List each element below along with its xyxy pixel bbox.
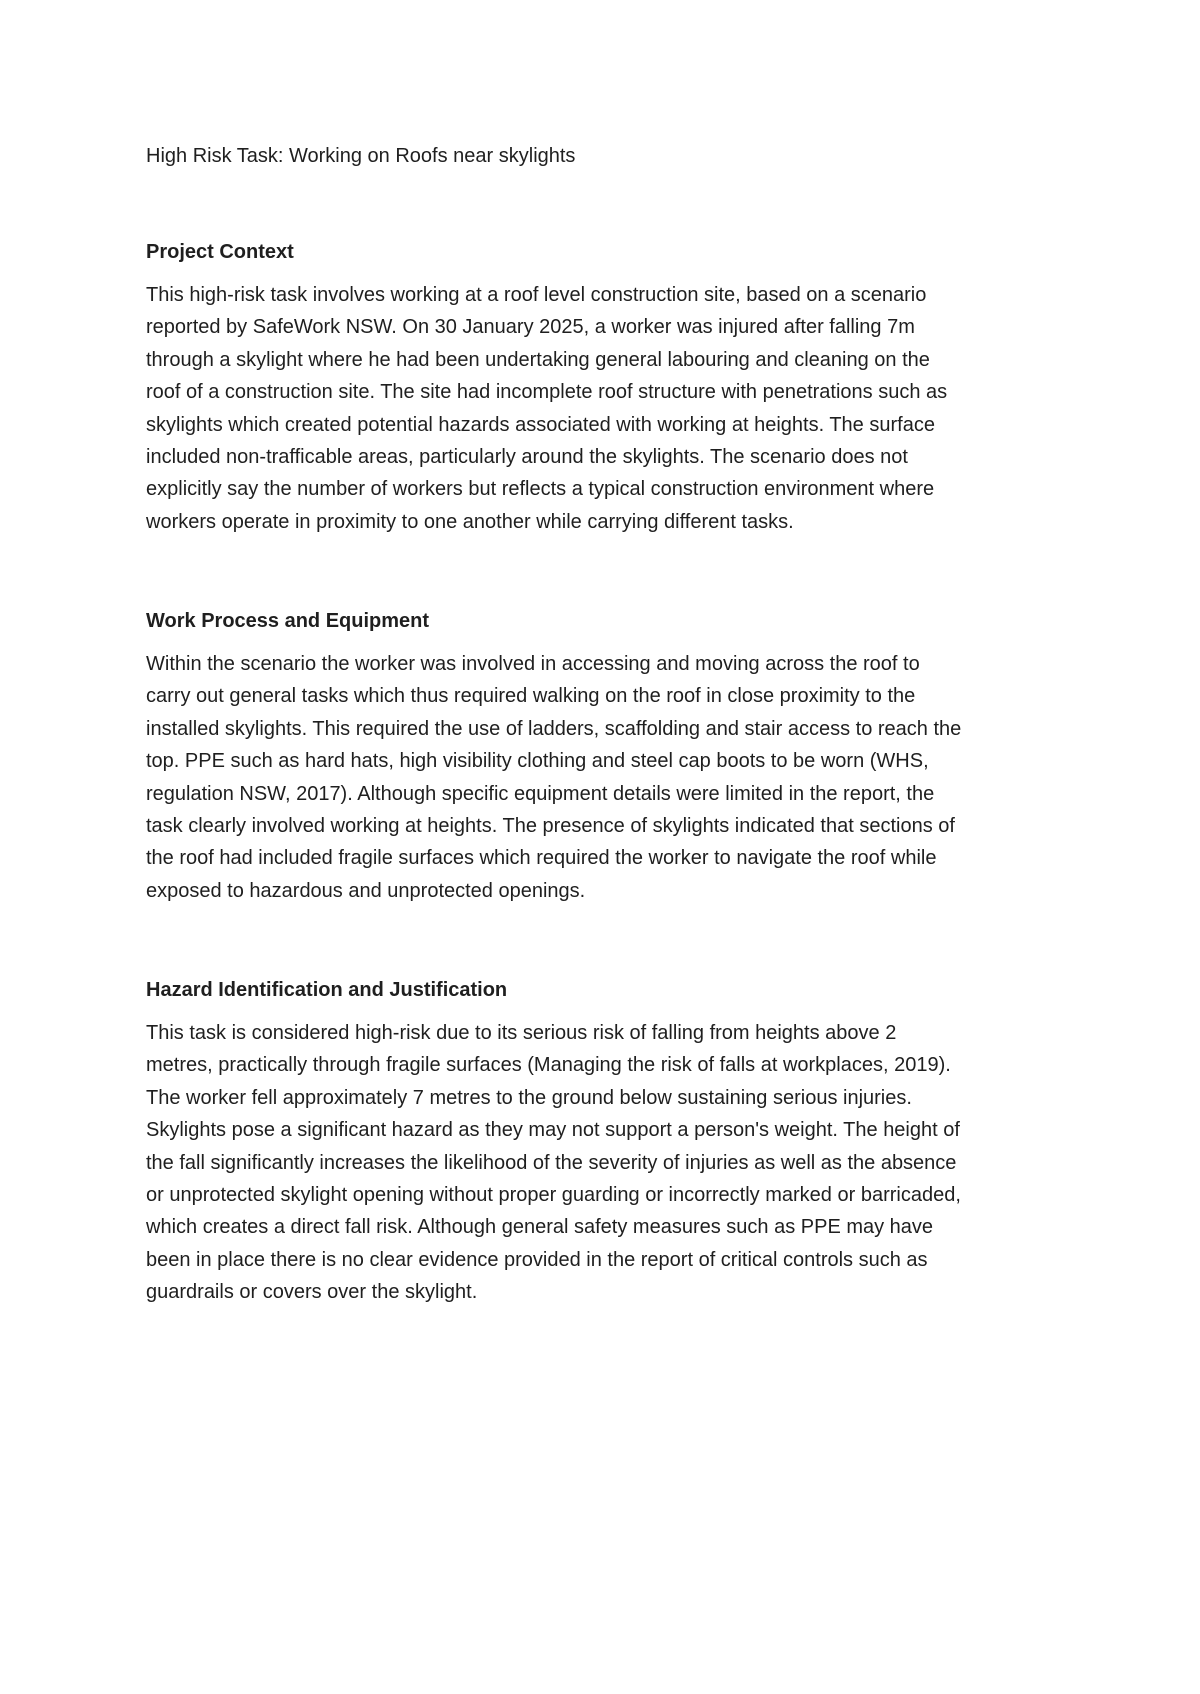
paragraph-line: The worker fell approximately 7 metres to the ground below sustaining serious injuries. bbox=[146, 1086, 912, 1109]
paragraph-line: the fall significantly increases the likelihood of the severity of injuries as well as the absence bbox=[146, 1151, 957, 1174]
section-paragraph bbox=[146, 279, 947, 538]
document-title: High Risk Task: Working on Roofs near skylights bbox=[146, 145, 576, 167]
section-heading: Project Context bbox=[146, 241, 294, 263]
paragraph-line: or unprotected skylight opening without proper guarding or incorrectly marked or barricaded, bbox=[146, 1184, 961, 1207]
paragraph-line: top. PPE such as hard hats, high visibility clothing and steel cap boots to be worn (WHS, bbox=[146, 750, 929, 773]
paragraph-line: installed skylights. This required the use of ladders, scaffolding and stair access to reach the bbox=[146, 717, 962, 740]
section-hazard-identification bbox=[146, 974, 961, 1309]
section-paragraph bbox=[146, 1017, 961, 1309]
paragraph-line: guardrails or covers over the skylight. bbox=[146, 1281, 478, 1304]
paragraph-line: which creates a direct fall risk. Although general safety measures such as PPE may have bbox=[146, 1216, 934, 1239]
section-heading: Hazard Identification and Justification bbox=[146, 979, 508, 1001]
paragraph-line: This task is considered high-risk due to its serious risk of falling from heights above 2 bbox=[146, 1022, 897, 1044]
paragraph-line: Skylights pose a significant hazard as they may not support a person's weight. The height of bbox=[146, 1119, 960, 1142]
paragraph-line: the roof had included fragile surfaces which required the worker to navigate the roof while bbox=[146, 847, 937, 870]
paragraph-line: regulation NSW, 2017). Although specific equipment details were limited in the report, the bbox=[146, 782, 935, 805]
paragraph-line: carry out general tasks which thus required walking on the roof in close proximity to the bbox=[146, 685, 916, 708]
paragraph-line: explicitly say the number of workers but reflects a typical construction environment where bbox=[146, 478, 935, 501]
paragraph-line: This high-risk task involves working at a roof level construction site, based on a scenario bbox=[146, 284, 927, 306]
paragraph-line: included non-trafficable areas, particularly around the skylights. The scenario does not bbox=[146, 446, 908, 469]
paragraph-line: metres, practically through fragile surfaces (Managing the risk of falls at workplaces, 2019). bbox=[146, 1054, 951, 1077]
section-paragraph bbox=[146, 648, 961, 907]
paragraph-line: been in place there is no clear evidence provided in the report of critical controls such as bbox=[146, 1248, 928, 1271]
paragraph-line: roof of a construction site. The site had incomplete roof structure with penetrations such as bbox=[146, 381, 948, 404]
paragraph-line: reported by SafeWork NSW. On 30 January 2025, a worker was injured after falling 7m bbox=[146, 316, 915, 339]
section-heading: Work Process and Equipment bbox=[146, 610, 430, 632]
paragraph-line: Within the scenario the worker was involved in accessing and moving across the roof to bbox=[146, 653, 920, 675]
paragraph-line: task clearly involved working at heights. The presence of skylights indicated that sections of bbox=[146, 815, 955, 838]
paragraph-line: skylights which created potential hazards associated with working at heights. The surface bbox=[146, 413, 935, 436]
section-work-process bbox=[146, 605, 961, 907]
section-project-context bbox=[146, 236, 947, 538]
paragraph-line: through a skylight where he had been undertaking general labouring and cleaning on the bbox=[146, 348, 930, 371]
paragraph-line: exposed to hazardous and unprotected openings. bbox=[146, 879, 586, 902]
paragraph-line: workers operate in proximity to one another while carrying different tasks. bbox=[146, 510, 794, 533]
